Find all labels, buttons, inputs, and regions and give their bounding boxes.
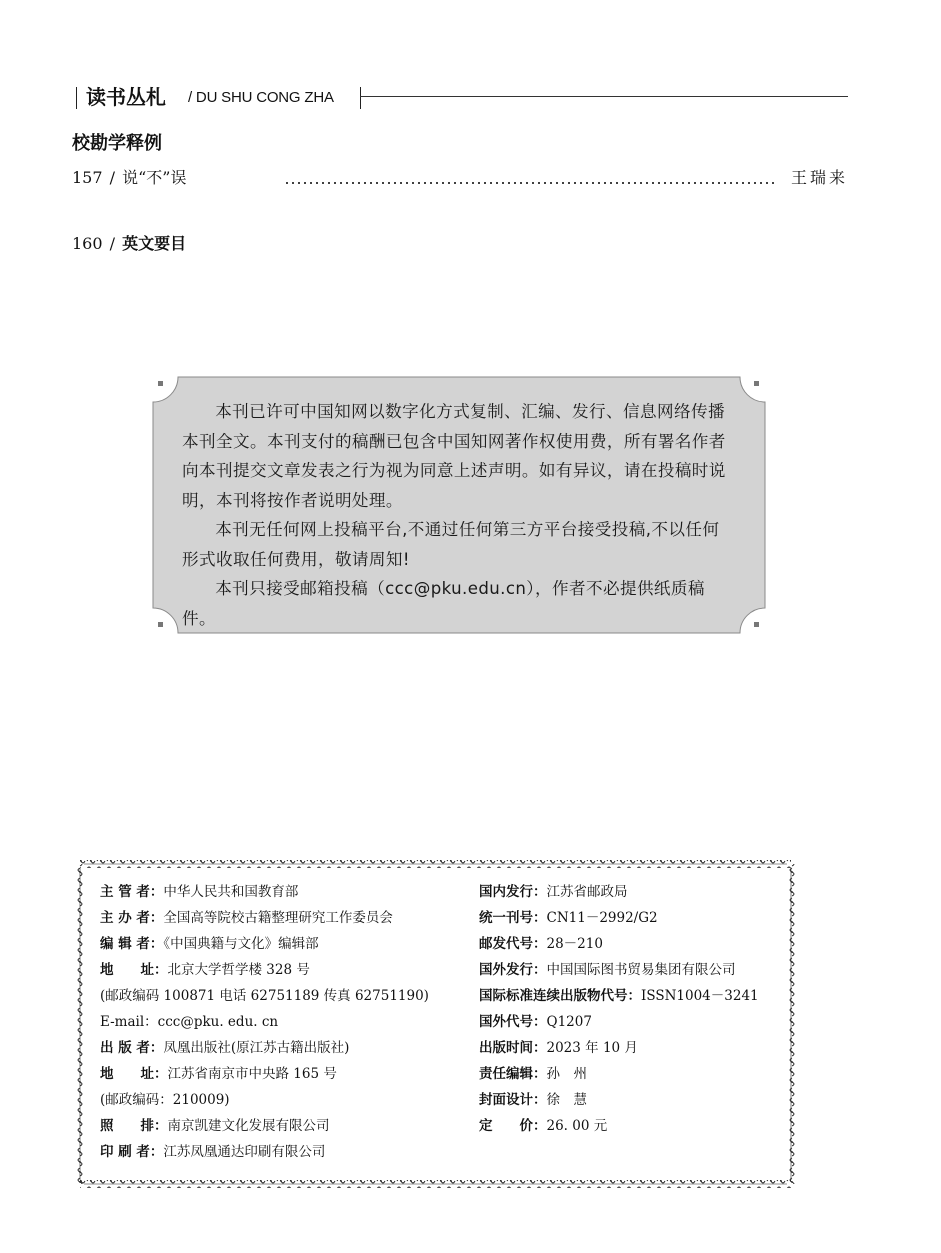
section-title-en: / DU SHU CONG ZHA — [188, 89, 334, 106]
section-header — [76, 84, 848, 110]
info-value: 孙 州 — [546, 1066, 587, 1082]
toc-entry-page: 157 — [72, 168, 103, 187]
publication-info-box — [76, 857, 795, 1191]
info-value: 28－210 — [546, 936, 603, 952]
toc-entry-title: 说“不”误 — [122, 168, 187, 187]
info-row-supervisor — [100, 882, 298, 902]
info-label: 国外发行： — [479, 962, 547, 978]
info-row-email — [100, 1012, 278, 1032]
info-row-typesetting — [100, 1116, 330, 1136]
toc-entry[interactable] — [72, 166, 848, 190]
notice-paragraph: 本刊只接受邮箱投稿（ccc@pku.edu.cn），作者不必提供纸质稿件。 — [182, 579, 705, 628]
info-value: 江苏凤凰通达印刷有限公司 — [163, 1144, 326, 1160]
info-label: 照 排： — [100, 1118, 168, 1134]
toc-entry-page: 160 — [72, 234, 103, 253]
info-label: 国际标准连续出版物代号： — [479, 988, 641, 1004]
toc-category-title: 校勘学释例 — [72, 133, 162, 154]
notice-paragraph: 本刊无任何网上投稿平台,不通过任何第三方平台接受投稿,不以任何形式收取任何费用，敬请周知! — [182, 520, 720, 569]
toc-entry-separator: / — [109, 234, 116, 253]
info-row-overseas-distribution — [479, 960, 736, 980]
info-label: 统一刊号： — [479, 910, 547, 926]
info-label: 出 版 者： — [100, 1040, 164, 1056]
info-row-publisher — [100, 1038, 349, 1058]
info-value: 中国国际图书贸易集团有限公司 — [546, 962, 736, 978]
info-row-price — [479, 1116, 607, 1136]
info-row-cover-design — [479, 1090, 587, 1110]
info-row-sponsor — [100, 908, 393, 928]
section-title-zh: 读书丛札 — [86, 85, 166, 109]
info-value: 凤凰出版社(原江苏古籍出版社) — [163, 1040, 350, 1056]
toc-entry-author: 王瑞来 — [790, 168, 848, 187]
info-row-editor — [100, 934, 319, 954]
info-label: 地 址： — [100, 1066, 168, 1082]
info-label: 主 管 者： — [100, 884, 164, 900]
info-label: 国外代号： — [479, 1014, 547, 1030]
info-value: 《中国典籍与文化》编辑部 — [163, 936, 319, 952]
copyright-notice-box — [152, 376, 766, 634]
info-value: ISSN1004－3241 — [641, 988, 759, 1004]
notice-text — [182, 397, 732, 633]
info-value: 中华人民共和国教育部 — [163, 884, 299, 900]
header-bar-right — [360, 87, 361, 109]
toc-leader-dots — [284, 182, 776, 184]
info-value: 江苏省邮政局 — [546, 884, 628, 900]
notice-paragraph: 本刊已许可中国知网以数字化方式复制、汇编、发行、信息网络传播本刊全文。本刊支付的稿酬已包含中国知网著作权使用费，所有署名作者向本刊提交文章发表之行为视为同意上述声明。如有异议，请在投稿时说明，本刊将按作者说明处理。 — [182, 402, 726, 510]
info-value: CN11－2992/G2 — [546, 910, 658, 926]
info-label: 主 办 者： — [100, 910, 164, 926]
info-row-cn-number — [479, 908, 658, 928]
info-label: 印 刷 者： — [100, 1144, 164, 1160]
info-row-publish-date — [479, 1038, 638, 1058]
info-row-publisher-address — [100, 1064, 337, 1084]
info-value: 徐 慧 — [546, 1092, 587, 1108]
info-label: 编 辑 者： — [100, 936, 164, 952]
info-value: E-mail：ccc@pku. edu. cn — [100, 1014, 279, 1030]
toc-entry[interactable] — [72, 232, 848, 256]
header-rule — [360, 96, 848, 97]
info-row-issn — [479, 986, 759, 1006]
info-row-overseas-code — [479, 1012, 592, 1032]
info-label: 封面设计： — [479, 1092, 547, 1108]
info-label: 邮发代号： — [479, 936, 547, 952]
info-label: 地 址： — [100, 962, 168, 978]
info-value: 北京大学哲学楼 328 号 — [167, 962, 310, 978]
info-value: Q1207 — [546, 1014, 592, 1030]
info-row-domestic-distribution — [479, 882, 628, 902]
info-label: 责任编辑： — [479, 1066, 547, 1082]
info-row-postal-code — [479, 934, 603, 954]
info-row-editor-contact — [100, 986, 429, 1006]
info-label: 出版时间： — [479, 1040, 547, 1056]
info-row-editor-address — [100, 960, 310, 980]
info-value: 南京凯建文化发展有限公司 — [167, 1118, 330, 1134]
info-label: 国内发行： — [479, 884, 547, 900]
info-value: (邮政编码 100871 电话 62751189 传真 62751190) — [100, 988, 429, 1004]
info-value: 26. 00 元 — [546, 1118, 608, 1134]
info-label: 定 价： — [479, 1118, 547, 1134]
info-value: 2023 年 10 月 — [546, 1040, 638, 1056]
toc-entry-title: 英文要目 — [122, 234, 187, 253]
header-bar-left — [76, 87, 77, 109]
info-value: 江苏省南京市中央路 165 号 — [167, 1066, 337, 1082]
info-row-printer — [100, 1142, 325, 1162]
info-value: 全国高等院校古籍整理研究工作委员会 — [163, 910, 393, 926]
info-row-responsible-editor — [479, 1064, 587, 1084]
info-value: (邮政编码：210009) — [100, 1092, 230, 1108]
toc-entry-separator: / — [109, 168, 116, 187]
info-row-publisher-postcode — [100, 1090, 230, 1110]
